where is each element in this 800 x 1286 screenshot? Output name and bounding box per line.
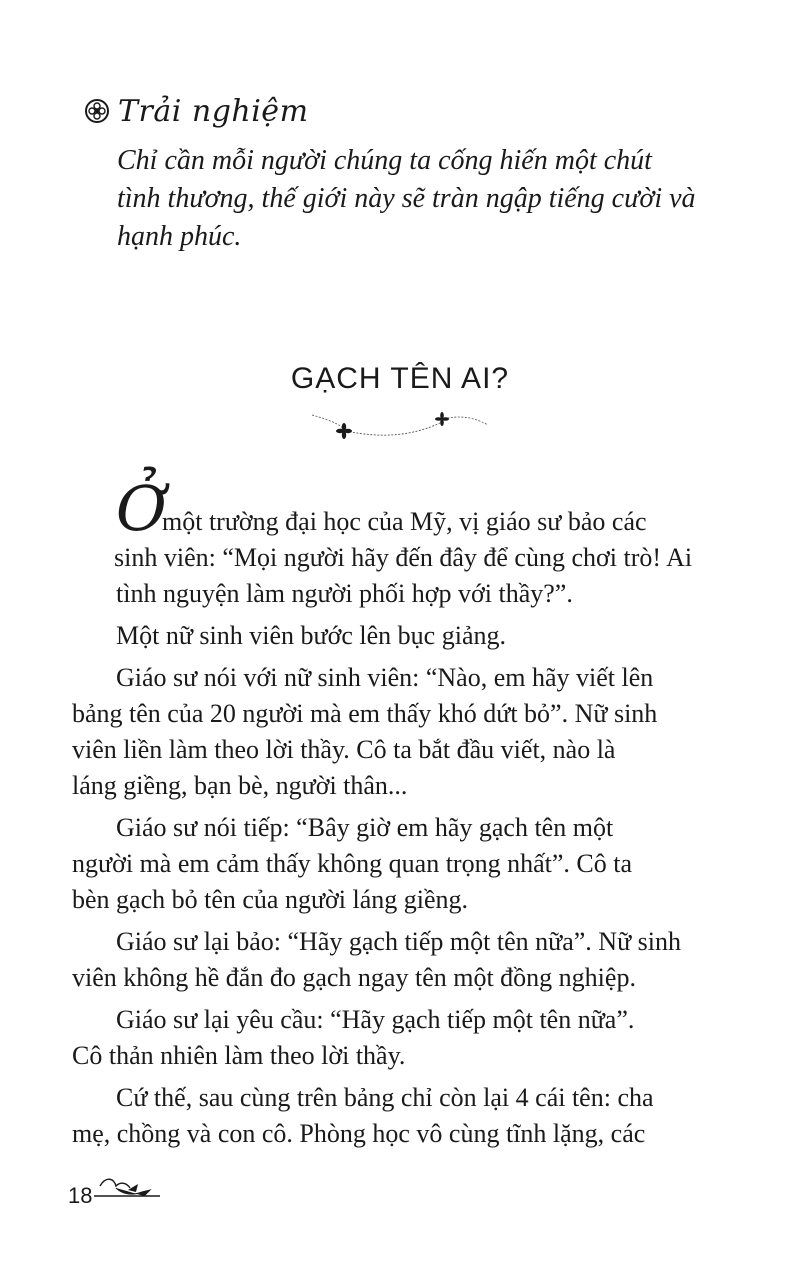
body-line: Cô thản nhiên làm theo lời thầy. [72,1041,406,1070]
body-line: người mà em cảm thấy không quan trọng nhất”. Cô ta [72,849,632,878]
body-line: Giáo sư lại yêu cầu: “Hãy gạch tiếp một tên nữa”. [116,1005,635,1034]
experience-line: tình thương, thế giới này sẽ tràn ngập tiếng cười và [117,183,696,214]
body-line: Giáo sư lại bảo: “Hãy gạch tiếp một tên nữa”. Nữ sinh [116,927,682,956]
experience-text [117,142,727,256]
body-line: viên không hề đắn đo gạch ngay tên một đồng nghiệp. [72,963,636,992]
body-line: viên liền làm theo lời thầy. Cô ta bắt đầu viết, nào là [72,735,616,764]
experience-line: Chỉ cần mỗi người chúng ta cống hiến một chút [117,145,652,176]
body-line: Một nữ sinh viên bước lên bục giảng. [116,621,506,650]
body-line: Giáo sư nói với nữ sinh viên: “Nào, em hãy viết lên [116,663,654,692]
page-number: 18 [68,1183,93,1208]
body-line: sinh viên: “Mọi người hãy đến đây để cùng chơi trò! Ai [114,543,693,572]
body-line: láng giềng, bạn bè, người thân... [72,771,408,800]
flower-bullet-icon [84,98,110,124]
body-line: bảng tên của 20 người mà em thấy khó dứt bỏ”. Nữ sinh [72,699,658,728]
body-line: Giáo sư nói tiếp: “Bây giờ em hãy gạch tên một [116,813,614,842]
experience-title: Trải nghiệm [118,93,309,129]
body-line: mẹ, chồng và con cô. Phòng học vô cùng tĩnh lặng, các [72,1119,646,1148]
body-line: tình nguyện làm người phối hợp với thầy?”. [116,579,573,608]
body-line: bèn gạch bỏ tên của người láng giềng. [72,885,469,914]
swallow-ornament-icon [92,1172,162,1204]
story-title: GẠCH TÊN AI? [290,362,510,395]
body-line: Cứ thế, sau cùng trên bảng chỉ còn lại 4 cái tên: cha [116,1083,654,1112]
drop-cap: Ở [116,472,167,545]
floral-divider-icon [304,405,494,441]
experience-heading [84,86,309,136]
body-line: một trường đại học của Mỹ, vị giáo sư bảo các [162,507,647,536]
experience-line: hạnh phúc. [117,221,242,252]
